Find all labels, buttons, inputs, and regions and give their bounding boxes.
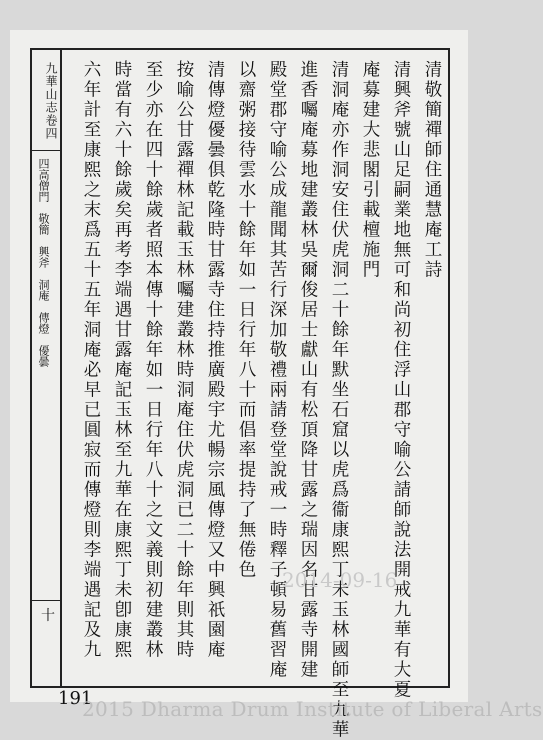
text-column: 進香囑庵募地建叢林吳爾俊居士獻山有松頂降甘露之瑞因名甘露寺開建: [298, 60, 318, 680]
gutter-divider: [32, 150, 62, 151]
text-column: 清洞庵亦作洞安住伏虎洞二十餘年默坐石窟以虎爲衞康熙丁未玉林國師至九華: [329, 60, 349, 740]
text-column: 時當有六十餘歲矣再考李端遇甘露庵記玉林至九華在康熙丁未卽康熙: [112, 60, 132, 660]
text-column: 按喻公甘露禪林記載玉林囑建叢林時洞庵住伏虎洞已二十餘年則其時: [174, 60, 194, 660]
chapter-heading: 四高僧門 敬簡 興斧 洞庵 傳燈 優曇: [37, 158, 50, 367]
text-column: 至少亦在四十餘歲者照本傳十餘年如一日行年八十之文義則初建叢林: [143, 60, 163, 660]
text-column: 殿堂郡守喻公成龍聞其苦行深加敬禮兩請登堂說戒一時釋子頓易舊習庵: [267, 60, 287, 680]
gutter-page-mark: 十: [41, 608, 55, 624]
gutter-divider-lower: [32, 600, 62, 601]
date-watermark: 2014-09-16: [282, 568, 398, 592]
page-number: 191: [58, 688, 93, 709]
text-column: 庵募建大悲閣引載檀施門: [360, 60, 380, 280]
text-column: 清敬簡禪師住通慧庵工詩: [422, 60, 442, 280]
text-column: 清興斧號山足嗣業地無可和尚初住浮山郡守喻公請師說法開戒九華有大夏: [391, 60, 411, 700]
text-column: 清傳燈優曇俱乾隆時甘露寺住持推廣殿宇尤暢宗風傳燈又中興祇園庵: [205, 60, 225, 660]
text-column: 六年計至康熙之末爲五十五年洞庵必早已圓寂而傳燈則李端遇記及九: [81, 60, 101, 660]
text-column: 以齋粥接待雲水十餘年如一日行年八十而倡率提持了無倦色: [236, 60, 256, 580]
book-title: 九華山志卷四: [44, 62, 58, 140]
watermark-text: 2015 Dharma Drum Institute of Liberal Arts: [82, 697, 543, 721]
